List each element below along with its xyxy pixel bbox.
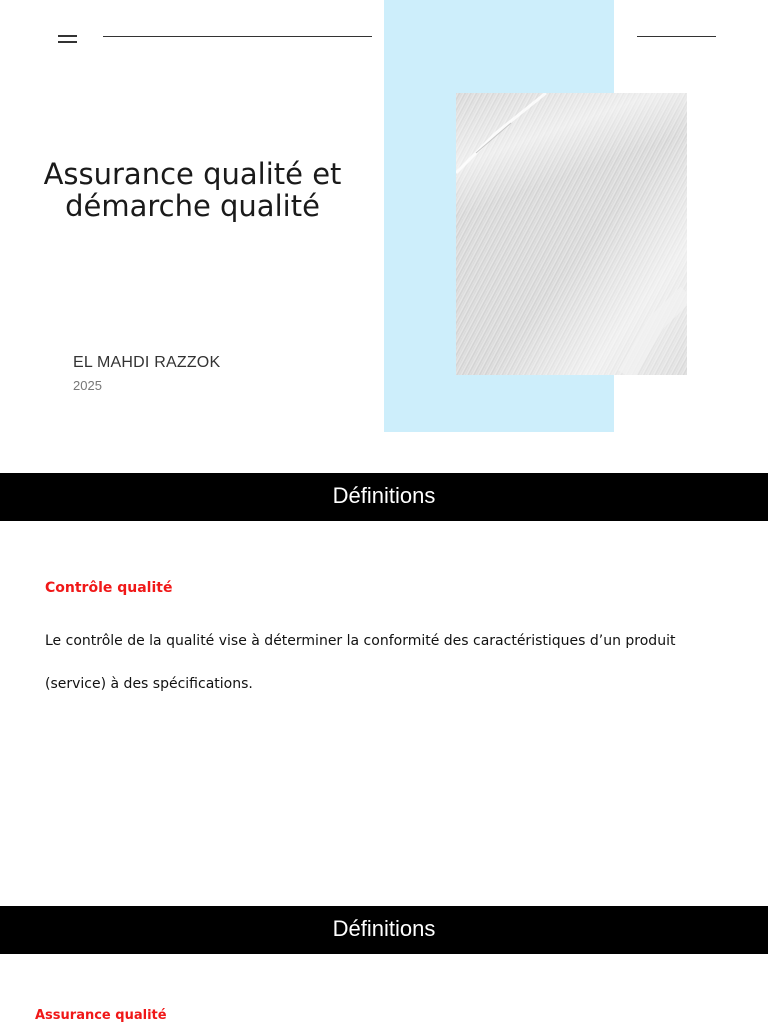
author-name: EL MAHDI RAZZOK [73, 354, 221, 371]
section-paragraph: Le contrôle de la qualité vise à déterminer la conformité des caractéristiques d’un produit (service) à des spécifications. [45, 633, 676, 692]
section-band-definitions: Définitions [0, 473, 768, 521]
header-rule-right [637, 36, 716, 37]
header-rule-left [103, 36, 372, 37]
section-band-definitions-2: Définitions [0, 906, 768, 954]
document-title: Assurance qualité et démarche qualité [43, 157, 342, 223]
section-heading-controle-qualite: Contrôle qualité [45, 580, 173, 596]
hamburger-menu-icon[interactable] [58, 34, 77, 43]
cover-texture-image [456, 93, 687, 375]
document-year: 2025 [73, 378, 102, 393]
section-heading-assurance-qualite: Assurance qualité [35, 1008, 167, 1023]
